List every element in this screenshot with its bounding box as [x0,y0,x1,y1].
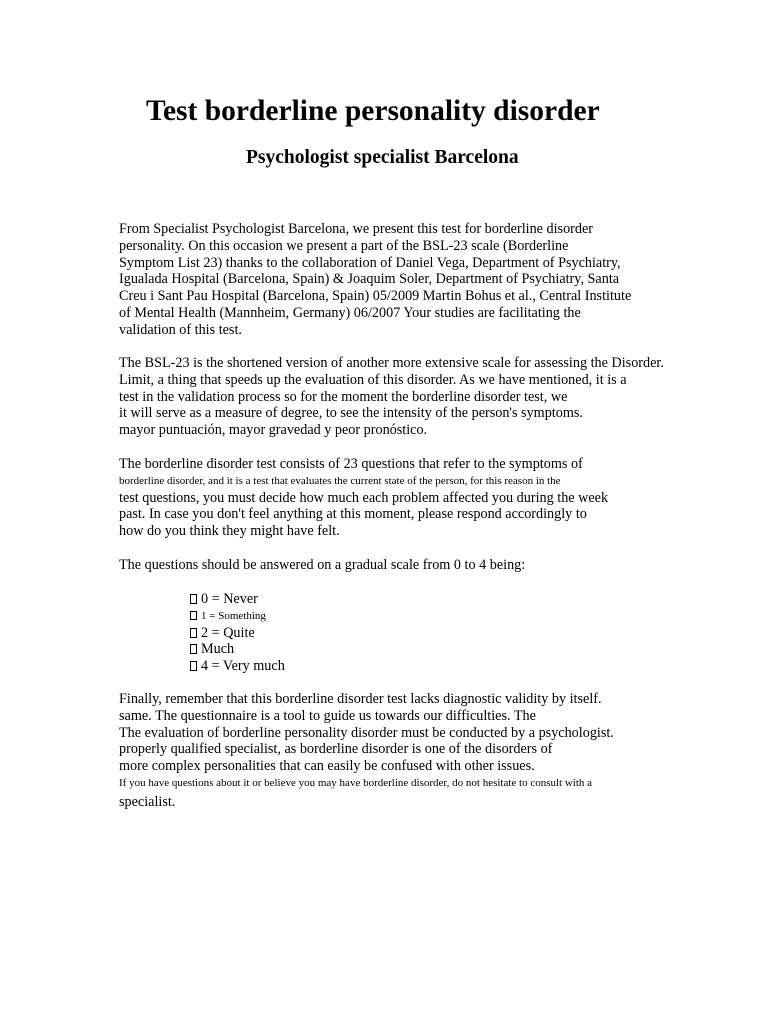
scale-item-label: 2 = Quite [201,624,255,641]
text-line: The BSL-23 is the shortened version of another more extensive scale for assessing the Disorder. [119,355,664,371]
square-bullet-icon [190,644,197,654]
scale-item-label: Much [201,641,235,658]
text-line: Creu i Sant Pau Hospital (Barcelona, Spain) 05/2009 Martin Bohus et al., Central Institute [119,288,632,305]
bsl23-paragraph [119,355,664,439]
text-line: Finally, remember that this borderline disorder test lacks diagnostic validity by itself. [119,691,602,707]
square-bullet-icon [190,628,197,638]
scale-intro-paragraph [119,557,525,574]
text-line: it will serve as a measure of degree, to see the intensity of the person's symptoms. [119,405,583,422]
square-bullet-icon [190,611,197,620]
page-title: Test borderline personality disorder [146,95,600,127]
text-line: personality. On this occasion we present a part of the BSL-23 scale (Borderline [119,237,569,254]
scale-item [190,625,285,642]
text-line: Symptom List 23) thanks to the collaboration of Daniel Vega, Department of Psychiatry, [119,254,621,271]
square-bullet-icon [190,594,197,604]
answer-scale-list [190,591,285,675]
text-line: properly qualified specialist, as borderline disorder is one of the disorders of [119,741,553,758]
text-line: Limit, a thing that speeds up the evaluation of this disorder. As we have mentioned, it is a [119,371,627,388]
scale-item-label: 0 = Never [201,591,258,607]
text-line: The evaluation of borderline personality disorder must be conducted by a psychologist. [119,724,614,741]
text-line: past. In case you don't feel anything at this moment, please respond accordingly to [119,506,587,523]
text-line: From Specialist Psychologist Barcelona, we present this test for borderline disorder [119,221,593,237]
text-line: same. The questionnaire is a tool to guide us towards our difficulties. The [119,707,536,724]
text-line: If you have questions about it or believe you may have borderline disorder, do not hesitate to consult with a [119,776,593,789]
scale-item-label: 1 = Something [201,609,266,622]
intro-paragraph [119,221,631,339]
scale-item [190,641,285,658]
square-bullet-icon [190,661,197,671]
scale-item [190,658,285,675]
text-line: borderline disorder, and it is a test that evaluates the current state of the person, for this reason in the [119,474,561,487]
text-line: Igualada Hospital (Barcelona, Spain) & Joaquim Soler, Department of Psychiatry, Santa [119,271,620,288]
scale-item [190,591,285,608]
test-description-paragraph [119,456,608,540]
scale-item [190,608,285,625]
scale-item-label: 4 = Very much [201,658,285,675]
text-line: specialist. [119,793,176,810]
text-line: test in the validation process so for the moment the borderline disorder test, we [119,388,568,405]
text-line: more complex personalities that can easily be confused with other issues. [119,758,535,775]
text-line: The borderline disorder test consists of 23 questions that refer to the symptoms of [119,456,583,472]
text-line: The questions should be answered on a gradual scale from 0 to 4 being: [119,557,526,573]
text-line: validation of this test. [119,321,242,338]
page-subtitle: Psychologist specialist Barcelona [246,147,519,168]
closing-paragraph [119,691,614,812]
text-line: of Mental Health (Mannheim, Germany) 06/2007 Your studies are facilitating the [119,304,581,321]
text-line: mayor puntuación, mayor gravedad y peor pronóstico. [119,422,428,439]
text-line: test questions, you must decide how much each problem affected you during the week [119,489,609,506]
text-line: how do you think they might have felt. [119,523,340,540]
